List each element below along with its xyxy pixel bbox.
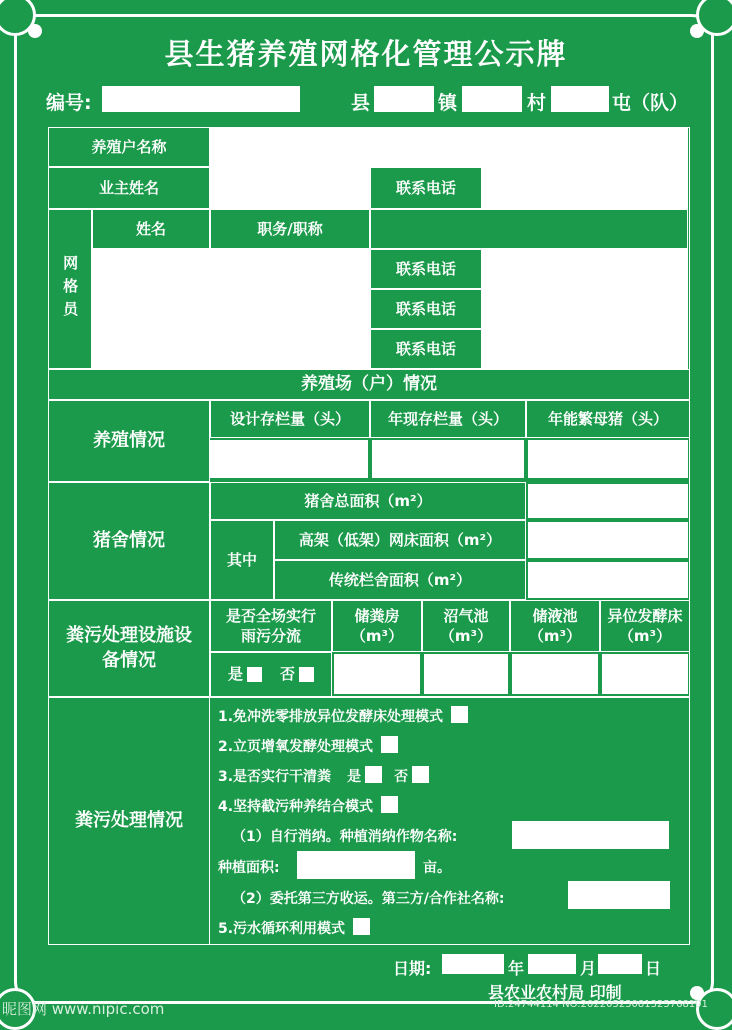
yes-label: 是 <box>227 665 243 684</box>
farmer-name-label: 养殖户名称 <box>48 127 210 167</box>
owner-phone-label: 联系电话 <box>370 167 482 209</box>
manure-house-field[interactable] <box>334 654 420 694</box>
design-capacity-field[interactable] <box>210 440 368 478</box>
treatment-sub-1: （1）自行消纳。种植消纳作物名称: <box>232 829 458 845</box>
current-stock-header: 年现存栏量（头） <box>370 400 526 438</box>
grid-phone-label: 联系电话 <box>370 249 482 289</box>
owner-phone-field[interactable] <box>482 167 688 209</box>
grid-name-field[interactable] <box>92 249 210 289</box>
raised-bed-label: 高架（低架）网床面积（m²） <box>274 520 526 560</box>
grid-phone-label: 联系电话 <box>370 289 482 329</box>
item2-checkbox[interactable] <box>381 736 398 753</box>
breeding-label: 养殖情况 <box>48 400 210 482</box>
town-label: 镇 <box>438 92 458 114</box>
total-area-field[interactable] <box>528 484 688 518</box>
current-stock-field[interactable] <box>372 440 524 478</box>
town-field[interactable] <box>374 86 434 112</box>
tun-label: 屯（队） <box>612 92 689 114</box>
mu-label: 亩。 <box>423 860 451 876</box>
village-field[interactable] <box>462 86 522 112</box>
corner-dot <box>690 986 704 1000</box>
treatment-sub-2: （2）委托第三方收运。第三方/合作社名称: <box>232 891 505 907</box>
number-field[interactable] <box>102 86 300 112</box>
date-label: 日期: <box>393 959 432 978</box>
day-label: 日 <box>645 959 662 978</box>
item5-checkbox[interactable] <box>353 918 370 935</box>
of-which-label: 其中 <box>210 520 274 600</box>
liquid-pool-field[interactable] <box>512 654 598 694</box>
breeding-sows-header: 年能繁母猪（头） <box>526 400 690 438</box>
watermark-id: ID:24744114 NO:20220523081325768101 <box>494 999 708 1010</box>
grid-name-field[interactable] <box>92 289 210 329</box>
number-label: 编号: <box>46 92 92 114</box>
item3-no-checkbox[interactable] <box>412 766 429 783</box>
total-area-label: 猪舍总面积（m²） <box>210 482 526 520</box>
fermentation-bed-field[interactable] <box>602 654 688 694</box>
plant-area-field[interactable] <box>297 851 415 879</box>
year-label: 年 <box>508 959 525 978</box>
watermark-site: 昵图网 www.nipic.com <box>2 1000 165 1018</box>
facilities-label: 粪污处理设施设备情况 <box>48 600 210 697</box>
treatment-label: 粪污处理情况 <box>48 697 210 945</box>
third-party-name-field[interactable] <box>568 881 670 909</box>
grid-phone-field[interactable] <box>482 249 688 289</box>
day-field[interactable] <box>598 954 642 974</box>
no-checkbox[interactable] <box>299 667 314 682</box>
issuer-label: 县农业农村局 印制 <box>488 983 622 1002</box>
treatment-item-5: 5.污水循环利用模式 <box>218 918 370 938</box>
page-title: 县生猪养殖网格化管理公示牌 <box>164 37 568 71</box>
tun-field[interactable] <box>551 86 609 112</box>
grid-position-field[interactable] <box>210 289 370 329</box>
treatment-item-4: 4.坚持截污种养结合模式 <box>218 796 398 816</box>
treatment-item-3: 3.是否实行干清粪 是 否 <box>218 766 429 786</box>
crop-name-field[interactable] <box>512 821 669 849</box>
item4-checkbox[interactable] <box>381 796 398 813</box>
treatment-item-1: 1.免冲洗零排放异位发酵床处理模式 <box>218 706 468 726</box>
manure-house-header: 储粪房（m³） <box>332 600 422 652</box>
county-label: 县 <box>351 92 371 114</box>
grid-name-header: 姓名 <box>92 209 210 249</box>
plant-area-label: 种植面积: <box>218 860 280 876</box>
owner-name-label: 业主姓名 <box>48 167 210 209</box>
grid-member-label: 网格员 <box>48 209 92 369</box>
yes-checkbox[interactable] <box>247 667 262 682</box>
grid-position-header: 职务/职称 <box>210 209 370 249</box>
farmer-name-field[interactable] <box>210 127 688 167</box>
rain-separation-header: 是否全场实行雨污分流 <box>210 600 332 652</box>
item1-checkbox[interactable] <box>451 706 468 723</box>
year-field[interactable] <box>442 954 504 974</box>
design-capacity-header: 设计存栏量（头） <box>210 400 370 438</box>
biogas-field[interactable] <box>424 654 508 694</box>
item3-yes-checkbox[interactable] <box>365 766 382 783</box>
grid-phone-field[interactable] <box>482 289 688 329</box>
grid-name-field[interactable] <box>92 329 210 369</box>
month-label: 月 <box>580 959 597 978</box>
farm-section-title: 养殖场（户）情况 <box>48 369 690 400</box>
grid-position-field[interactable] <box>210 249 370 289</box>
grid-position-field[interactable] <box>210 329 370 369</box>
traditional-field[interactable] <box>528 562 688 598</box>
fermentation-bed-header: 异位发酵床（m³） <box>600 600 690 652</box>
grid-phone-label: 联系电话 <box>370 329 482 369</box>
grid-phone-field[interactable] <box>482 329 688 369</box>
no-label: 否 <box>280 665 296 684</box>
housing-label: 猪舍情况 <box>48 482 210 600</box>
liquid-pool-header: 储液池（m³） <box>510 600 600 652</box>
grid-header-blank <box>370 209 688 249</box>
biogas-header: 沼气池（m³） <box>422 600 510 652</box>
treatment-item-2: 2.立页增氧发酵处理模式 <box>218 736 398 756</box>
owner-name-field[interactable] <box>210 167 370 209</box>
month-field[interactable] <box>528 954 576 974</box>
raised-bed-field[interactable] <box>528 522 688 558</box>
village-label: 村 <box>527 92 547 114</box>
rain-separation-choice <box>210 652 332 697</box>
traditional-label: 传统栏舍面积（m²） <box>274 560 526 600</box>
breeding-sows-field[interactable] <box>528 440 688 478</box>
